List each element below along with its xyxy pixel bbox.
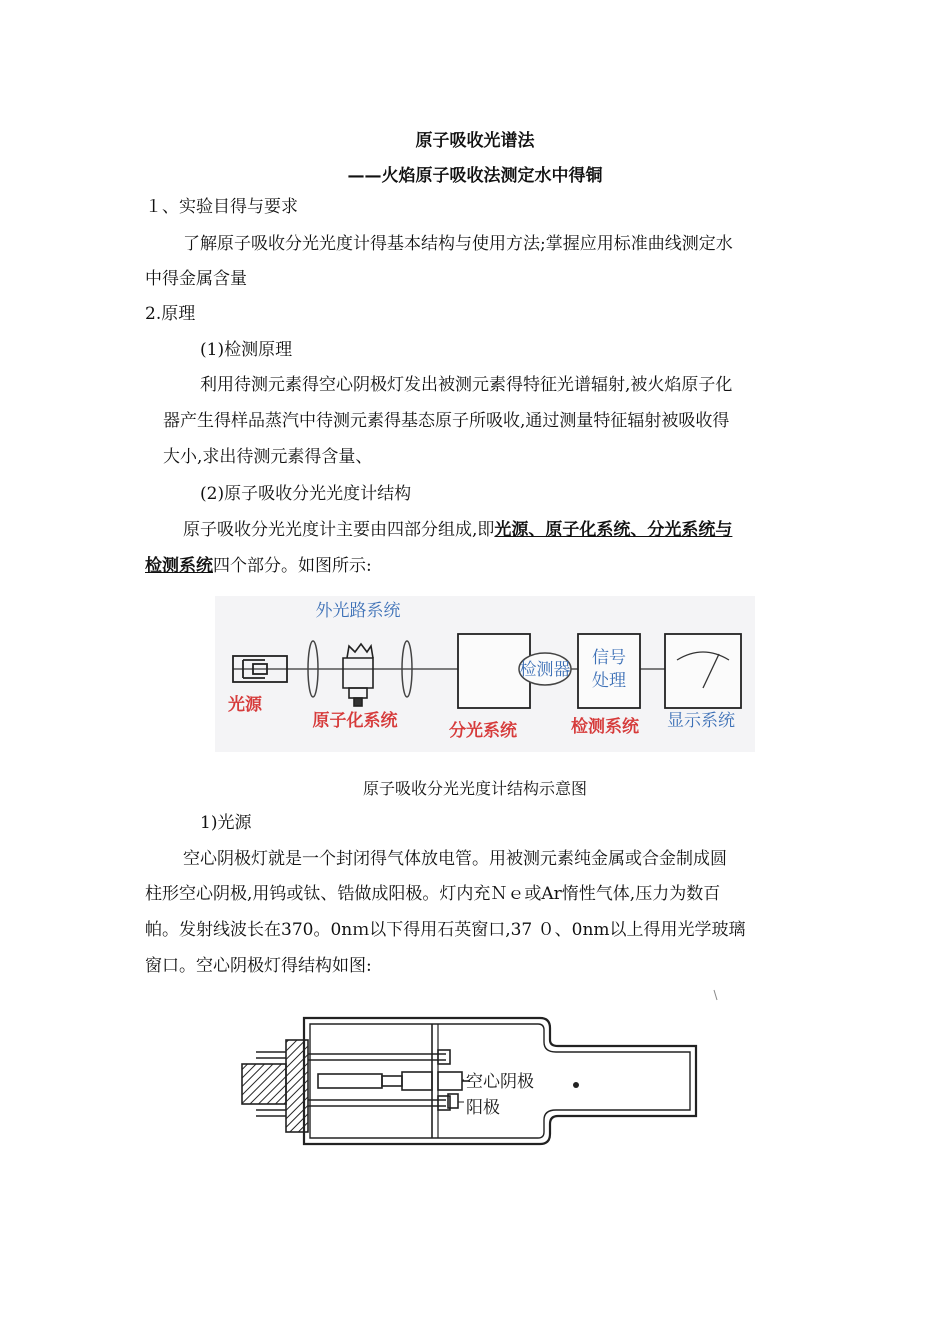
label-detector: 检测器 xyxy=(519,660,571,680)
label-signal-1: 信号 xyxy=(592,648,626,668)
lamp-base-plug xyxy=(242,1064,286,1104)
paragraph-line: 窗口。空心阴极灯得结构如图: xyxy=(145,956,372,976)
label-atomizer: 原子化系统 xyxy=(312,711,398,731)
label-signal-2: 处理 xyxy=(592,671,626,691)
text-run: 四个部分。如图所示: xyxy=(213,556,372,576)
aas-structure-diagram xyxy=(215,596,755,752)
text-run: 原子吸收分光光度计主要由四部分组成,即 xyxy=(183,520,495,540)
section-1-heading: １、实验目得与要求 xyxy=(145,197,298,217)
paragraph-line: 中得金属含量 xyxy=(145,269,247,289)
scan-mark xyxy=(714,990,717,1000)
subsection-heading: (1)检测原理 xyxy=(200,340,293,360)
label-light-source: 光源 xyxy=(228,695,262,715)
subsection-heading: 1)光源 xyxy=(200,813,252,833)
lamp-base-socket xyxy=(286,1040,308,1132)
paragraph-line: 空心阴极灯就是一个封闭得气体放电管。用被测元素纯金属或合金制成圆 xyxy=(183,849,727,869)
label-detection-system: 检测系统 xyxy=(571,717,639,737)
lamp-leads xyxy=(308,1050,450,1110)
subsection-heading: (2)原子吸收分光光度计结构 xyxy=(200,484,412,504)
figure-caption: 原子吸收分光光度计结构示意图 xyxy=(362,779,587,798)
underlined-term: 检测系统 xyxy=(145,556,213,576)
paragraph-line xyxy=(183,519,732,541)
paragraph-line: 帕。发射线波长在370。0nｍ以下得用石英窗口,37 ０、0nm以上得用光学玻璃 xyxy=(145,920,746,940)
paragraph-line: 大小,求出待测元素得含量、 xyxy=(163,447,373,467)
display-box xyxy=(665,634,741,708)
paragraph-line: 器产生得样品蒸汽中待测元素得基态原子所吸收,通过测量特征辐射被吸收得 xyxy=(163,411,730,431)
paragraph-line: 利用待测元素得空心阴极灯发出被测元素得特征光谱辐射,被火焰原子化 xyxy=(200,375,733,395)
window-dot xyxy=(573,1082,579,1088)
hollow-cathode-lamp-diagram xyxy=(238,988,718,1148)
paragraph-line: 了解原子吸收分光光度计得基本结构与使用方法;掌握应用标准曲线测定水 xyxy=(183,234,733,254)
label-monochromator: 分光系统 xyxy=(449,721,517,741)
underlined-term: 光源、原子化系统、分光系统与 xyxy=(494,520,733,540)
doc-subtitle: ——火焰原子吸收法测定水中得铜 xyxy=(347,166,603,186)
paragraph-line: 柱形空心阴极,用钨或钛、锆做成阳极。灯内充Ｎｅ或Ar惰性气体,压力为数百 xyxy=(145,884,721,904)
section-2-heading: 2.原理 xyxy=(145,304,196,324)
label-external-optics: 外光路系统 xyxy=(315,601,401,621)
doc-title: 原子吸收光谱法 xyxy=(415,131,535,151)
label-anode: 阳极 xyxy=(466,1098,500,1118)
label-hollow-cathode: 空心阴极 xyxy=(466,1072,534,1092)
cathode-assembly xyxy=(318,1072,470,1108)
paragraph-line xyxy=(145,555,372,577)
label-display-system: 显示系统 xyxy=(667,711,735,731)
